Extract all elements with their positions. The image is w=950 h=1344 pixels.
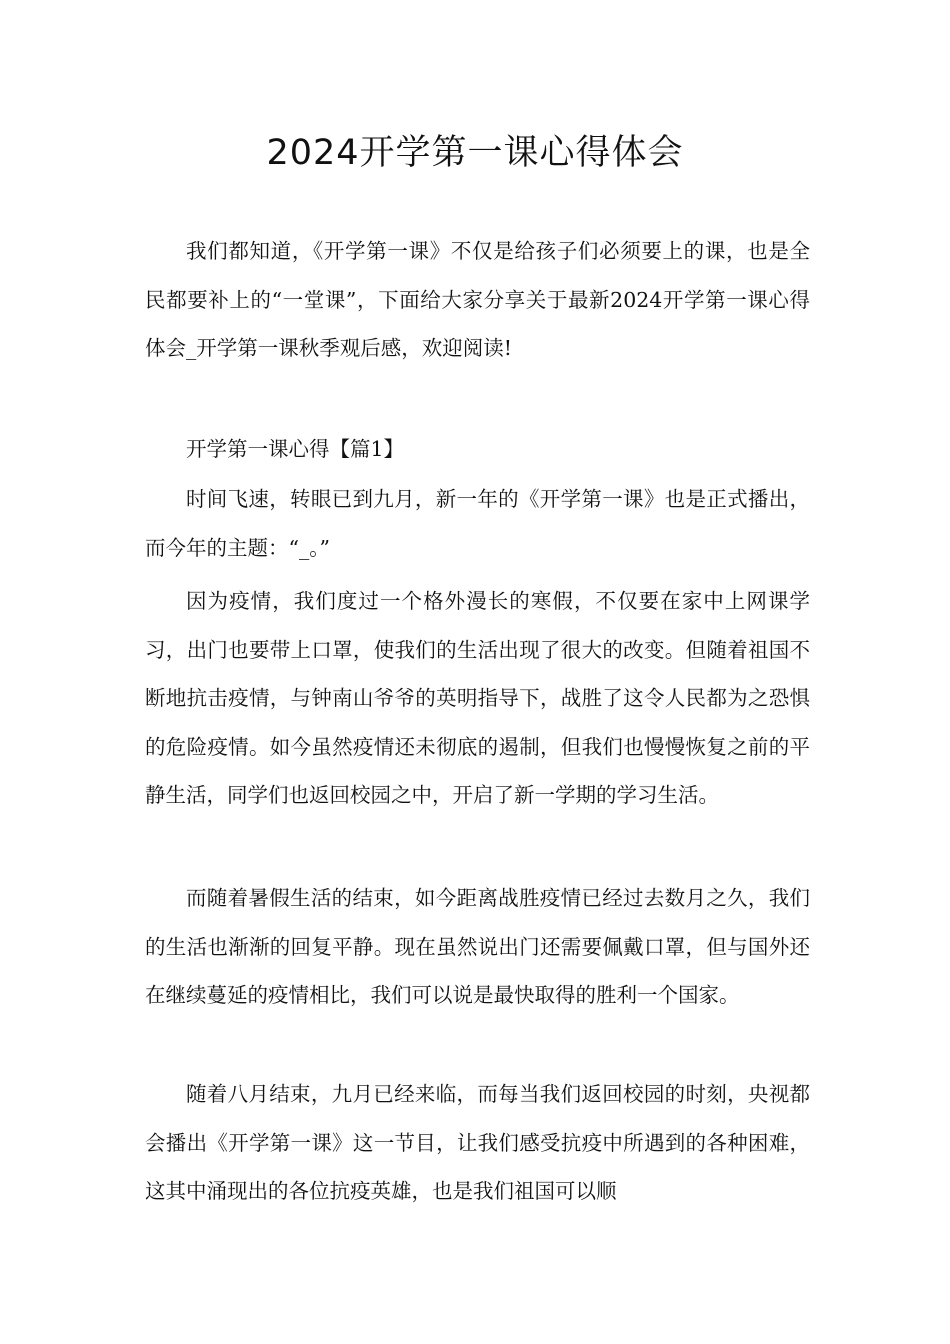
- document-title: 2024开学第一课心得体会: [266, 133, 684, 173]
- intro-paragraph: 我们都知道，《开学第一课》不仅是给孩子们必须要上的课，也是全民都要补上的“一堂课”，下面给大家分享关于最新2024开学第一课心得体会_开学第一课秋季观后感，欢迎阅读!: [145, 239, 810, 360]
- body-paragraph: 时间飞速，转眼已到九月，新一年的《开学第一课》也是正式播出，而今年的主题：“_。”: [145, 487, 810, 560]
- body-paragraph: 随着八月结束，九月已经来临，而每当我们返回校园的时刻，央视都会播出《开学第一课》这一节目，让我们感受抗疫中所遇到的各种困难，这其中涌现出的各位抗疫英雄，也是我们祖国可以顺: [145, 1082, 810, 1203]
- body-paragraph: 因为疫情，我们度过一个格外漫长的寒假，不仅要在家中上网课学习，出门也要带上口罩，使我们的生活出现了很大的改变。但随着祖国不断地抗击疫情，与钟南山爷爷的英明指导下，战胜了这令人民都为之恐惧的危险疫情。如今虽然疫情还未彻底的遏制，但我们也慢慢恢复之前的平静生活，同学们也返回校园之中，开启了新一学期的学习生活。: [145, 589, 810, 807]
- body-paragraph: 而随着暑假生活的结束，如今距离战胜疫情已经过去数月之久，我们的生活也渐渐的回复平静。现在虽然说出门还需要佩戴口罩，但与国外还在继续蔓延的疫情相比，我们可以说是最快取得的胜利一个国家。: [145, 886, 810, 1007]
- section-heading: 开学第一课心得【篇1】: [186, 437, 405, 461]
